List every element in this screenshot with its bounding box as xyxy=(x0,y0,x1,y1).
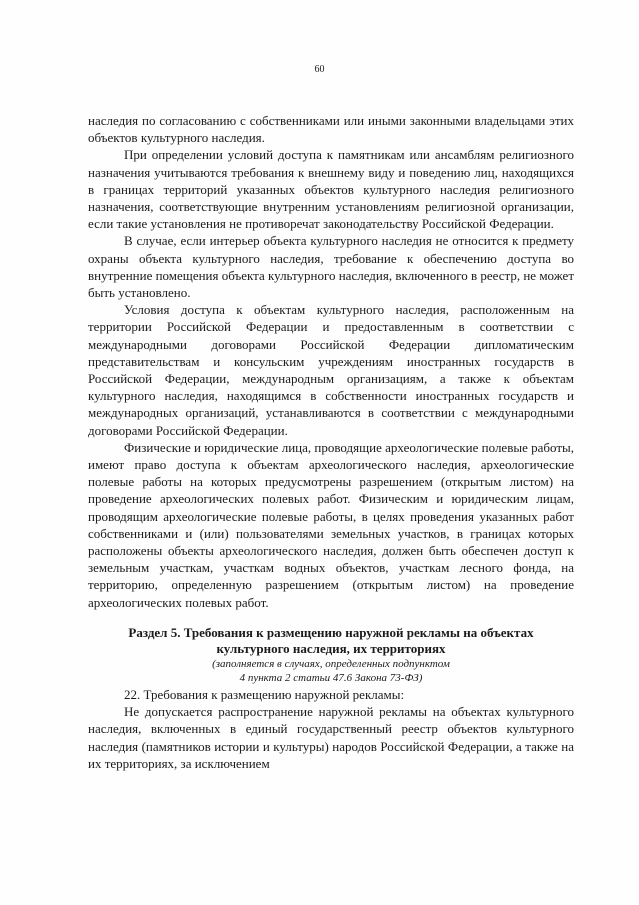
section-title-line-1: Раздел 5. Требования к размещению наружной рекламы на объектах xyxy=(128,624,534,640)
paragraph-religious-objects: При определении условий доступа к памятникам или ансамблям религиозного назначения учитываются требования к внешнему виду и поведению лиц, находящихся в границах территорий указанных объектов культурного наследия религиозного назначения, соответствующие внутренним установлениям религиозной организации, если такие установления не противоречат законодательству Российской Федерации. xyxy=(88,147,574,232)
item-22-heading: 22. Требования к размещению наружной рекламы: xyxy=(124,686,405,702)
section-note-line-1: (заполняется в случаях, определенных подпунктом xyxy=(212,657,450,670)
section-title-line-2: культурного наследия, их территориях xyxy=(216,640,446,656)
paragraph-access-agreement: наследия по согласованию с собственниками или иными законными владельцами этих объектов культурного наследия. xyxy=(88,113,574,146)
section-note xyxy=(88,657,574,685)
paragraph-diplomatic-objects: Условия доступа к объектам культурного наследия, расположенным на территории Российской Федерации и предоставленным в соответствии с международными договорами Российской Федерации дипломатическим представительствам и консульским учреждениям иностранных государств в Российской Федерации, международным организациям, а также к объектам культурного наследия, находящимся в собственности иностранных государств и международных организаций, устанавливаются в соответствии с международными договорами Российской Федерации. xyxy=(88,302,574,438)
document-body xyxy=(88,112,574,772)
item-22-text: Не допускается распространение наружной рекламы на объектах культурного наследия, включенных в единый государственный реестр объектов культурного наследия (памятников истории и культуры) народов Российской Федерации, а также на их территориях, за исключением xyxy=(88,704,574,771)
section-note-line-2: 4 пункта 2 статьи 47.6 Закона 73-ФЗ) xyxy=(239,671,423,684)
page-number: 60 xyxy=(314,64,325,75)
paragraph-archaeological-works: Физические и юридические лица, проводящие археологические полевые работы, имеют право доступа к объектам археологического наследия, археологические полевые работы на которых предусмотрены разрешением (открытым листом) на проведение археологических полевых работ. Физическим и юридическим лицам, проводящим археологические полевые работы, в целях проведения указанных работ собственниками и (или) пользователями земельных участков, в границах которых расположены объекты археологического наследия, должен быть обеспечен доступ к земельным участкам, участкам водных объектов, участкам лесного фонда, на территорию, определенную разрешением (открытым листом) на проведение археологических полевых работ. xyxy=(88,439,574,610)
paragraph-interior-access: В случае, если интерьер объекта культурного наследия не относится к предмету охраны объекта культурного наследия, требование к обеспечению доступа во внутренние помещения объекта культурного наследия, включенного в реестр, не может быть установлено. xyxy=(88,233,574,301)
section-title xyxy=(68,625,594,657)
